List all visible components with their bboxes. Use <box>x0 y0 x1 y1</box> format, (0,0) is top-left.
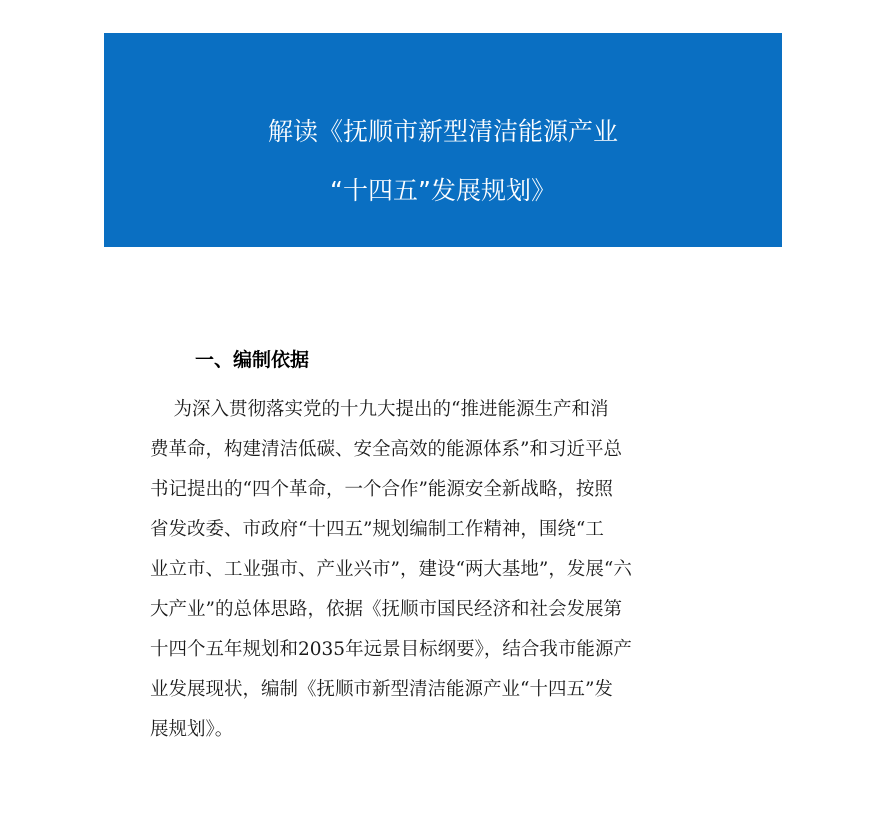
section-heading: 一、编制依据 <box>195 349 310 371</box>
paragraph-line: 为深入贯彻落实党的十九大提出的“推进能源生产和消 <box>150 399 609 420</box>
paragraph-line: 业立市、工业强市、产业兴市”，建设“两大基地”，发展“六 <box>150 559 632 580</box>
title-line-1: 解读《抚顺市新型清洁能源产业 <box>267 117 618 146</box>
paragraph-line: 业发展现状，编制《抚顺市新型清洁能源产业“十四五”发 <box>150 679 613 700</box>
title-banner <box>104 33 782 247</box>
paragraph-line: 十四个五年规划和2035年远景目标纲要》，结合我市能源产 <box>150 639 632 660</box>
paragraph-line: 展规划》。 <box>150 719 234 740</box>
paragraph-line: 书记提出的“四个革命，一个合作”能源安全新战略，按照 <box>150 479 613 500</box>
paragraph-line: 省发改委、市政府“十四五”规划编制工作精神，围绕“工 <box>150 519 604 540</box>
body-paragraph <box>150 390 757 750</box>
paragraph-line: 大产业”的总体思路，依据《抚顺市国民经济和社会发展第 <box>150 599 622 620</box>
title-line-2: “十四五”发展规划》 <box>330 176 556 205</box>
paragraph-line: 费革命，构建清洁低碳、安全高效的能源体系”和习近平总 <box>150 439 622 460</box>
